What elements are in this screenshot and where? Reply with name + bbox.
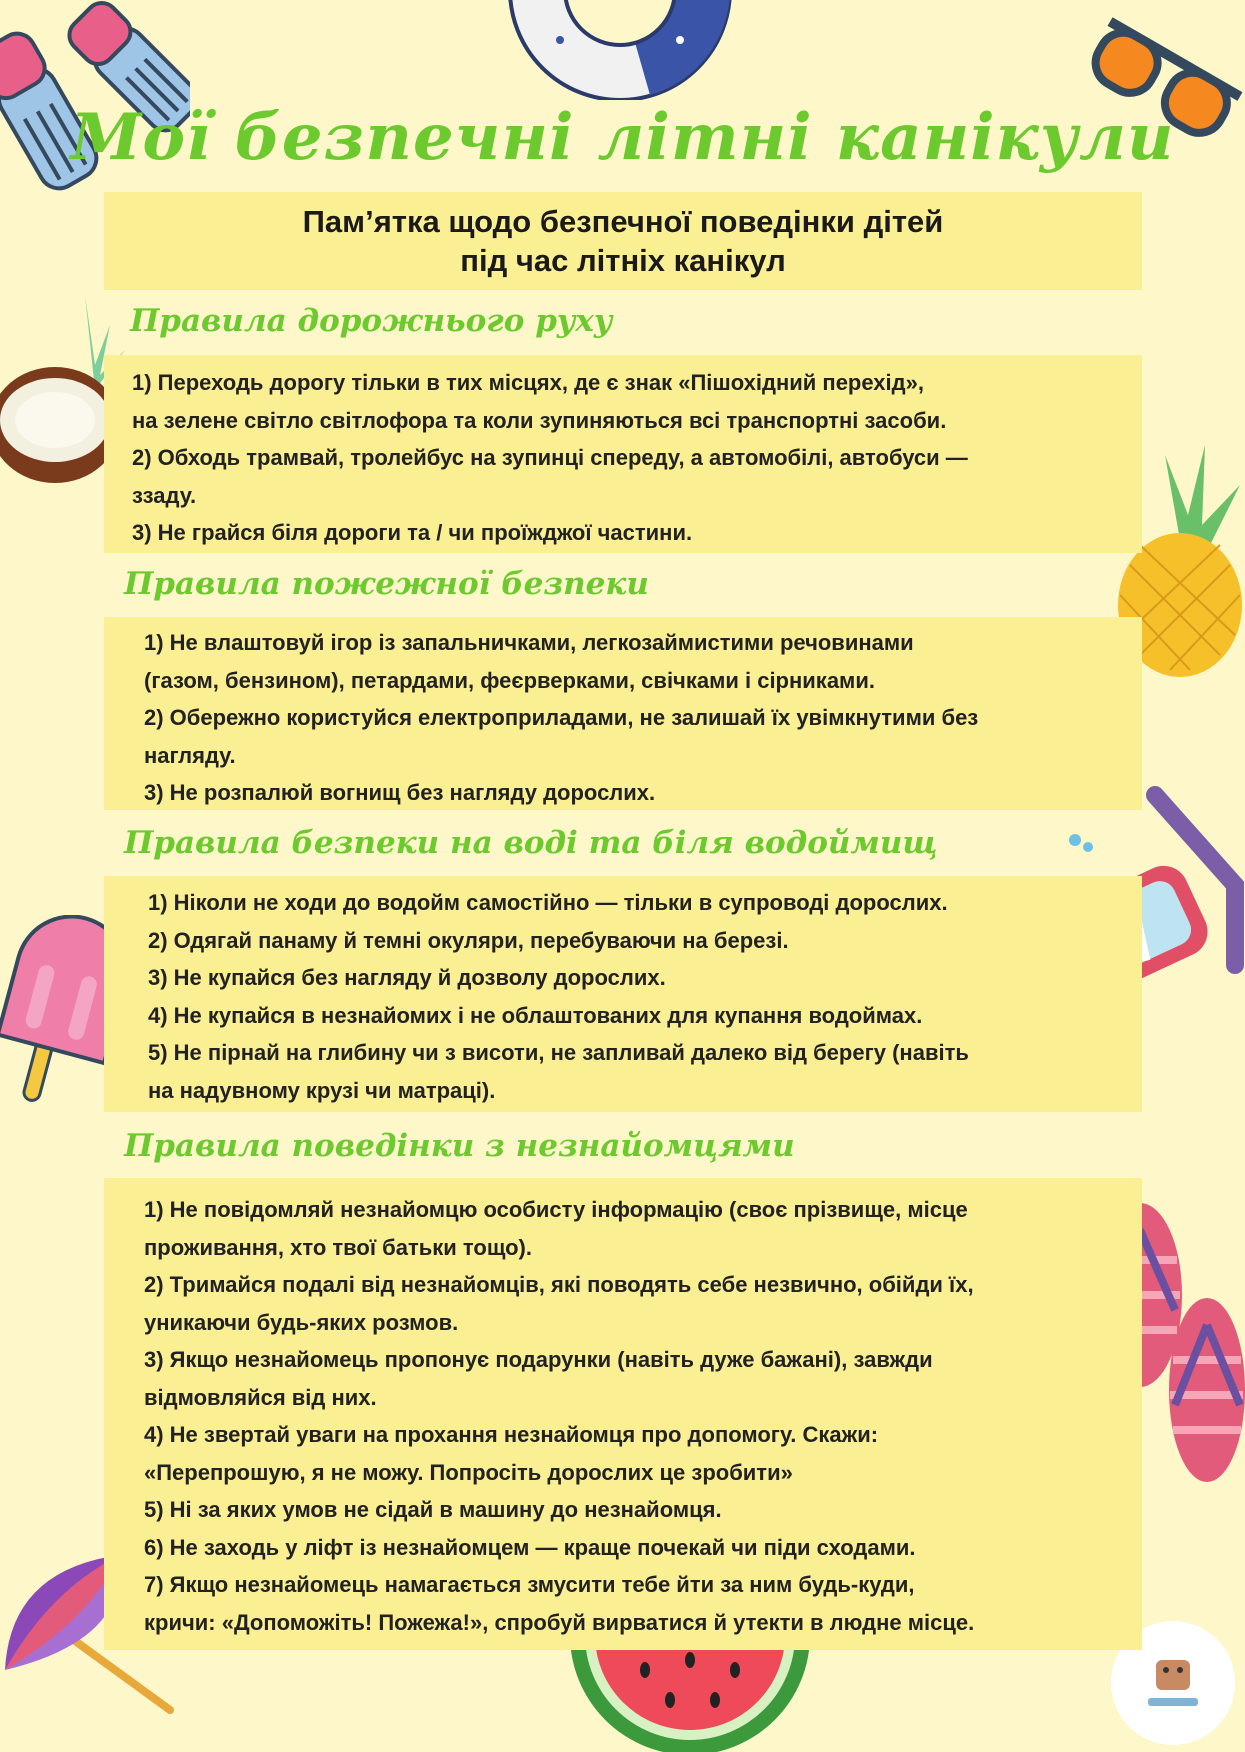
- rule-line: нагляду.: [144, 742, 236, 768]
- rule-line: 5) Ні за яких умов не сідай в машину до незнайомця.: [144, 1497, 722, 1522]
- rules-box-traffic: [104, 355, 1142, 553]
- swim-ring-icon: [500, 0, 740, 100]
- rules-box-fire: [104, 617, 1142, 810]
- rule-line: відмовляйся від них.: [144, 1384, 377, 1410]
- rule-line: «Перепрошую, я не можу. Попросіть дорослих це зробити»: [144, 1459, 793, 1485]
- rule-line: 5) Не пірнай на глибину чи з висоти, не запливай далеко від берегу (навіть: [148, 1040, 969, 1065]
- rule-line: 3) Не купайся без нагляду й дозволу дорослих.: [148, 965, 666, 990]
- rule-line: 2) Обережно користуйся електроприладами, не залишай їх увімкнутими без: [144, 705, 979, 730]
- rule-line: на надувному крузі чи матраці).: [148, 1077, 496, 1103]
- rule-line: на зелене світло світлофора та коли зупиняються всі транспортні засоби.: [132, 407, 947, 433]
- rule-line: (газом, бензином), петардами, феєрверками, свічками і сірниками.: [144, 667, 875, 693]
- page-title: Мої безпечні літні канікули: [70, 100, 1175, 175]
- rule-line: 1) Переходь дорогу тільки в тих місцях, де є знак «Пішохідний перехід»,: [132, 370, 924, 395]
- subtitle-box: [104, 192, 1142, 290]
- section-title-traffic: Правила дорожнього руху: [130, 303, 613, 339]
- rule-line: 2) Обходь трамвай, тролейбус на зупинці спереду, а автомобілі, автобуси —: [132, 445, 968, 470]
- rule-line: 2) Тримайся подалі від незнайомців, які поводять себе незвично, обійди їх,: [144, 1272, 974, 1297]
- rule-line: 4) Не купайся в незнайомих і не облаштованих для купання водоймах.: [148, 1002, 923, 1028]
- rule-line: 4) Не звертай уваги на прохання незнайомця про допомогу. Скажи:: [144, 1422, 879, 1447]
- rule-line: ззаду.: [132, 482, 197, 508]
- rule-line: кричи: «Допоможіть! Пожежа!», спробуй вирватися й утекти в людне місце.: [144, 1609, 975, 1635]
- section-title-strangers: Правила поведінки з незнайомцями: [124, 1128, 795, 1164]
- rule-line: уникаючи будь-яких розмов.: [144, 1309, 459, 1335]
- rules-box-water: [104, 876, 1142, 1112]
- subtitle-line-1: Пам’ятка щодо безпечної поведінки дітей: [302, 204, 944, 239]
- section-title-fire: Правила пожежної безпеки: [124, 566, 649, 602]
- section-title-water: Правила безпеки на воді та біля водоймищ: [124, 825, 938, 861]
- rule-line: 1) Ніколи не ходи до водойм самостійно — тільки в супроводі дорослих.: [148, 890, 948, 915]
- rule-line: 6) Не заходь у ліфт із незнайомцем — краще почекай чи піди сходами.: [144, 1534, 916, 1560]
- rules-box-strangers: [104, 1178, 1142, 1650]
- rule-line: 7) Якщо незнайомець намагається змусити тебе йти за ним будь-куди,: [144, 1572, 915, 1597]
- rule-line: 2) Одягай панаму й темні окуляри, перебуваючи на березі.: [148, 927, 789, 953]
- rule-line: 3) Не грайся біля дороги та / чи проїжджої частини.: [132, 520, 693, 545]
- subtitle-line-2: під час літніх канікул: [460, 243, 786, 278]
- rule-line: 1) Не влаштовуй ігор із запальничками, легкозаймистими речовинами: [144, 630, 914, 655]
- rule-line: проживання, хто твої батьки тощо).: [144, 1234, 532, 1260]
- rule-line: 1) Не повідомляй незнайомцю особисту інформацію (своє прізвище, місце: [144, 1197, 968, 1222]
- rule-line: 3) Якщо незнайомець пропонує подарунки (навіть дуже бажані), завжди: [144, 1347, 933, 1372]
- rule-line: 3) Не розпалюй вогнищ без нагляду дорослих.: [144, 780, 656, 805]
